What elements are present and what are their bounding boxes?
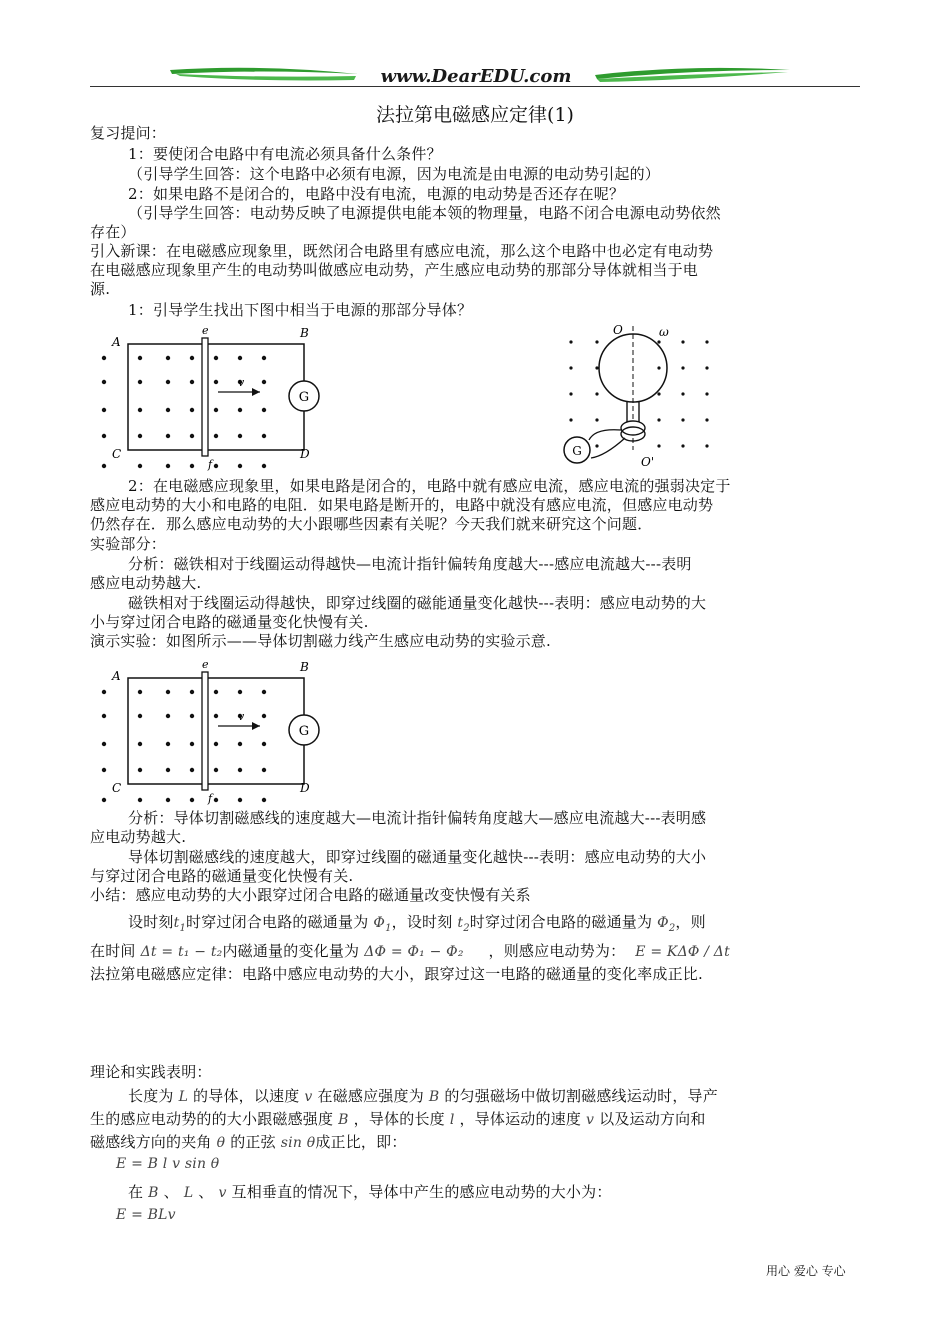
point-b-label: B xyxy=(300,326,309,340)
text-fragment: 磁感线方向的夹角 xyxy=(90,1133,212,1151)
field-dot xyxy=(262,380,266,384)
point-o-label: O xyxy=(613,323,623,337)
field-dot xyxy=(166,768,170,772)
text-line: 1：要使闭合电路中有电流必须具备什么条件？ xyxy=(128,145,442,163)
text-line: 实验部分： xyxy=(90,535,167,553)
field-dot xyxy=(238,408,242,412)
field-dot xyxy=(138,798,142,802)
text-line: 小与穿过闭合电路的磁通量变化快慢有关. xyxy=(90,613,369,631)
sliding-rod xyxy=(202,338,208,456)
field-dot xyxy=(166,690,170,694)
field-dot xyxy=(190,434,194,438)
field-dot xyxy=(102,380,106,384)
header-divider xyxy=(90,86,860,87)
field-dot xyxy=(102,690,106,694)
field-dot xyxy=(190,768,194,772)
point-d-label: D xyxy=(300,447,310,461)
omega-label: ω xyxy=(659,325,669,339)
field-dot xyxy=(705,366,708,369)
point-b-label: B xyxy=(300,660,309,674)
field-dot xyxy=(102,408,106,412)
field-dot xyxy=(214,714,218,718)
text-line: 与穿过闭合电路的磁通量变化快慢有关. xyxy=(90,867,354,885)
galvanometer-label: G xyxy=(298,390,310,405)
math-symbol: v xyxy=(304,1089,313,1105)
text-fragment: 设时刻 xyxy=(128,913,174,931)
field-dot xyxy=(262,690,266,694)
field-dot xyxy=(190,380,194,384)
field-dot xyxy=(595,392,598,395)
text-fragment: 在 xyxy=(128,1183,144,1201)
field-dot xyxy=(102,464,106,468)
footer-motto: 用心 爱心 专心 xyxy=(766,1264,846,1278)
math-subscript: 1 xyxy=(179,922,186,934)
field-dot xyxy=(595,366,598,369)
field-dot xyxy=(705,340,708,343)
site-name: www.DearEDU.com xyxy=(380,66,572,87)
field-dot xyxy=(681,444,684,447)
math-symbol: B xyxy=(148,1185,159,1201)
text-line xyxy=(128,914,706,937)
math-symbol: L xyxy=(178,1089,189,1105)
math-symbol: θ xyxy=(216,1135,226,1151)
field-dot xyxy=(595,444,598,447)
math-symbol: Φ xyxy=(657,915,669,931)
page-title: 法拉第电磁感应定律(1) xyxy=(376,104,574,126)
text-fragment: 、 xyxy=(198,1183,214,1201)
text-fragment: ，导体运动的速度 xyxy=(459,1110,582,1128)
math-symbol: B xyxy=(338,1112,349,1128)
field-dot xyxy=(190,464,194,468)
text-line: （引导学生回答：这个电路中必须有电源，因为电流是由电源的电动势引起的） xyxy=(128,165,661,183)
text-line: 仍然存在．那么感应电动势的大小跟哪些因素有关呢？今天我们就来研究这个问题． xyxy=(90,515,653,533)
emf-equation-perpendicular: E = BLv xyxy=(116,1207,176,1223)
math-subscript: 1 xyxy=(385,922,392,934)
math-symbol: B xyxy=(428,1089,440,1105)
emf-equation-general: E = B l v sin θ xyxy=(116,1156,220,1172)
field-dot xyxy=(705,392,708,395)
field-dot xyxy=(190,798,194,802)
math-symbol: t xyxy=(457,915,464,931)
math-emf-formula: E = KΔΦ / Δt xyxy=(635,944,730,960)
field-dot xyxy=(214,690,218,694)
field-dot xyxy=(102,356,106,360)
text-line: 2：在电磁感应现象里，如果电路是闭合的，电路中就有感应电流，感应电流的强弱决定于 xyxy=(128,477,731,495)
field-dot xyxy=(102,742,106,746)
text-fragment: 互相垂直的情况下，导体中产生的感应电动势的大小为： xyxy=(231,1183,612,1201)
field-dot xyxy=(262,464,266,468)
galvanometer-label: G xyxy=(298,724,310,739)
field-dot xyxy=(214,356,218,360)
field-dot xyxy=(569,340,572,343)
field-dot xyxy=(238,434,242,438)
field-dot xyxy=(238,356,242,360)
text-fragment: 时穿过闭合电路的磁通量为 xyxy=(469,913,653,931)
field-dot xyxy=(138,356,142,360)
math-subscript: 2 xyxy=(668,922,676,934)
point-e-label: e xyxy=(202,324,209,337)
sliding-rod xyxy=(202,672,208,790)
field-dot xyxy=(681,418,684,421)
text-line xyxy=(128,1184,612,1202)
math-symbol: t xyxy=(173,915,180,931)
field-dot xyxy=(262,742,266,746)
text-fragment: 成正比，即： xyxy=(315,1133,407,1151)
text-fragment: 的匀强磁场中做切割磁感线运动时，导产 xyxy=(444,1087,718,1105)
text-fragment: 以及运动方向和 xyxy=(599,1110,706,1128)
text-line: 复习提问： xyxy=(90,124,167,142)
math-delta-t: Δt = t₁ − t₂ xyxy=(140,944,223,960)
text-fragment: 的导体，以速度 xyxy=(193,1087,300,1105)
field-dot xyxy=(102,714,106,718)
velocity-label: v xyxy=(238,710,245,723)
galvanometer-label: G xyxy=(572,444,582,458)
text-line xyxy=(90,1111,706,1129)
text-fragment: 长度为 xyxy=(128,1087,174,1105)
field-dot xyxy=(138,434,142,438)
field-dot xyxy=(595,418,598,421)
text-line xyxy=(128,1088,718,1106)
point-d-label: D xyxy=(300,781,310,795)
text-line: 源. xyxy=(90,280,111,298)
math-symbol: sin θ xyxy=(280,1135,316,1151)
text-line: 演示实验：如图所示——导体切割磁力线产生感应电动势的实验示意. xyxy=(90,632,551,650)
magnetic-field-dots xyxy=(102,356,266,468)
magnetic-field-dots xyxy=(102,690,266,802)
field-dot xyxy=(657,340,660,343)
math-phi1 xyxy=(373,915,392,934)
field-dot xyxy=(657,392,660,395)
math-phi2 xyxy=(657,915,676,934)
text-line: 应电动势越大. xyxy=(90,828,187,846)
text-fragment: 时穿过闭合电路的磁通量为 xyxy=(186,913,369,931)
field-dot xyxy=(214,742,218,746)
field-dot xyxy=(166,380,170,384)
slip-ring xyxy=(621,421,645,435)
text-fragment: ，则 xyxy=(675,913,706,931)
field-dot xyxy=(166,798,170,802)
field-dot xyxy=(569,418,572,421)
text-fragment: ，导体的长度 xyxy=(353,1110,445,1128)
field-dot xyxy=(681,392,684,395)
field-dot xyxy=(138,408,142,412)
text-line xyxy=(90,1134,407,1152)
point-f-label: f xyxy=(208,792,213,805)
field-dot xyxy=(190,408,194,412)
field-dot xyxy=(166,464,170,468)
field-dot xyxy=(102,434,106,438)
field-dot xyxy=(138,690,142,694)
field-dot xyxy=(166,356,170,360)
text-line: 在电磁感应现象里产生的电动势叫做感应电动势，产生感应电动势的那部分导体就相当于电 xyxy=(90,261,699,279)
field-dot xyxy=(190,356,194,360)
point-c-label: C xyxy=(112,447,122,461)
field-dot xyxy=(262,356,266,360)
math-t2 xyxy=(457,915,470,934)
field-dot xyxy=(238,690,242,694)
text-line: 理论和实践表明： xyxy=(90,1063,212,1081)
text-line: 1：引导学生找出下图中相当于电源的那部分导体？ xyxy=(128,301,473,319)
text-line: 磁铁相对于线圈运动得越快，即穿过线圈的磁能通量变化越快---表明：感应电动势的大 xyxy=(128,594,707,612)
rail-circuit-diagram-demo xyxy=(92,656,332,808)
field-dot xyxy=(657,366,660,369)
text-fragment: 在时间 xyxy=(90,942,136,960)
field-dot xyxy=(705,418,708,421)
field-dot xyxy=(262,408,266,412)
text-fragment: 的正弦 xyxy=(230,1133,276,1151)
field-dot xyxy=(214,464,218,468)
field-dot xyxy=(102,798,106,802)
rotating-loop-diagram xyxy=(555,318,725,470)
field-dot xyxy=(262,434,266,438)
text-fragment: ，则感应电动势为： xyxy=(488,942,626,960)
velocity-label: v xyxy=(238,376,245,389)
text-line: 导体切割磁感线的速度越大，即穿过线圈的磁通量变化越快---表明：感应电动势的大小 xyxy=(128,848,707,866)
text-line: （引导学生回答：电动势反映了电源提供电能本领的物理量，电路不闭合电源电动势依然 xyxy=(128,204,721,222)
field-dot xyxy=(238,464,242,468)
field-dot xyxy=(102,768,106,772)
field-dot xyxy=(214,408,218,412)
math-symbol: Φ xyxy=(373,915,386,931)
field-dot xyxy=(238,742,242,746)
field-dot xyxy=(166,742,170,746)
field-dot xyxy=(705,444,708,447)
field-dot xyxy=(657,418,660,421)
field-dot xyxy=(595,340,598,343)
text-line: 2：如果电路不是闭合的，电路中没有电流，电源的电动势是否还存在呢？ xyxy=(128,185,625,203)
text-line: 法拉第电磁感应定律：电路中感应电动势的大小，跟穿过这一电路的磁通量的变化率成正比. xyxy=(90,965,703,983)
field-dot xyxy=(138,768,142,772)
text-fragment: 、 xyxy=(163,1183,179,1201)
field-dot xyxy=(214,434,218,438)
field-dot xyxy=(681,340,684,343)
text-line: 分析：磁铁相对于线圈运动得越快—电流计指针偏转角度越大---感应电流越大---表明 xyxy=(128,555,692,573)
text-line xyxy=(90,943,730,961)
point-e-label: e xyxy=(202,658,209,671)
point-o-prime-label: O' xyxy=(641,455,655,469)
rail-circuit-diagram xyxy=(92,322,332,474)
text-fragment: 生的感应电动势的的大小跟磁感强度 xyxy=(90,1110,334,1128)
field-dot xyxy=(214,380,218,384)
field-dot xyxy=(190,690,194,694)
text-line: 存在） xyxy=(90,223,136,241)
text-fragment: 在磁感应强度为 xyxy=(317,1087,424,1105)
math-t1 xyxy=(173,915,186,934)
field-dot xyxy=(166,434,170,438)
point-f-label: f xyxy=(208,458,213,471)
field-dot xyxy=(238,768,242,772)
field-dot xyxy=(238,798,242,802)
field-dot xyxy=(657,444,660,447)
field-dot xyxy=(166,714,170,718)
text-fragment: ，设时刻 xyxy=(391,913,453,931)
field-dot xyxy=(569,392,572,395)
text-line: 小结：感应电动势的大小跟穿过闭合电路的磁通量改变快慢有关系 xyxy=(90,886,531,904)
field-dot xyxy=(138,714,142,718)
point-c-label: C xyxy=(112,781,122,795)
field-dot xyxy=(138,380,142,384)
text-line: 分析：导体切割磁感线的速度越大—电流计指针偏转角度越大—感应电流越大---表明感 xyxy=(128,809,707,827)
math-subscript: 2 xyxy=(463,922,470,934)
math-symbol: v xyxy=(218,1185,227,1201)
math-symbol: l xyxy=(449,1112,455,1128)
field-dot xyxy=(262,768,266,772)
field-dot xyxy=(190,714,194,718)
field-dot xyxy=(262,798,266,802)
field-dot xyxy=(166,408,170,412)
field-dot xyxy=(138,464,142,468)
point-a-label: A xyxy=(112,335,121,349)
field-dot xyxy=(214,768,218,772)
math-symbol: L xyxy=(183,1185,194,1201)
field-dot xyxy=(138,742,142,746)
text-line: 感应电动势越大. xyxy=(90,574,202,592)
text-fragment: 内磁通量的变化量为 xyxy=(222,942,360,960)
math-delta-phi: ΔΦ = Φ₁ − Φ₂ xyxy=(364,944,464,960)
text-line: 引入新课：在电磁感应现象里，既然闭合电路里有感应电流，那么这个电路中也必定有电动势 xyxy=(90,242,714,260)
field-dot xyxy=(262,714,266,718)
field-dot xyxy=(681,366,684,369)
field-dot xyxy=(569,366,572,369)
math-symbol: v xyxy=(586,1112,595,1128)
point-a-label: A xyxy=(112,669,121,683)
field-dot xyxy=(190,742,194,746)
text-line: 感应电动势的大小和电路的电阻．如果电路是断开的，电路中就没有感应电流，但感应电动势 xyxy=(90,496,714,514)
field-dot xyxy=(214,798,218,802)
